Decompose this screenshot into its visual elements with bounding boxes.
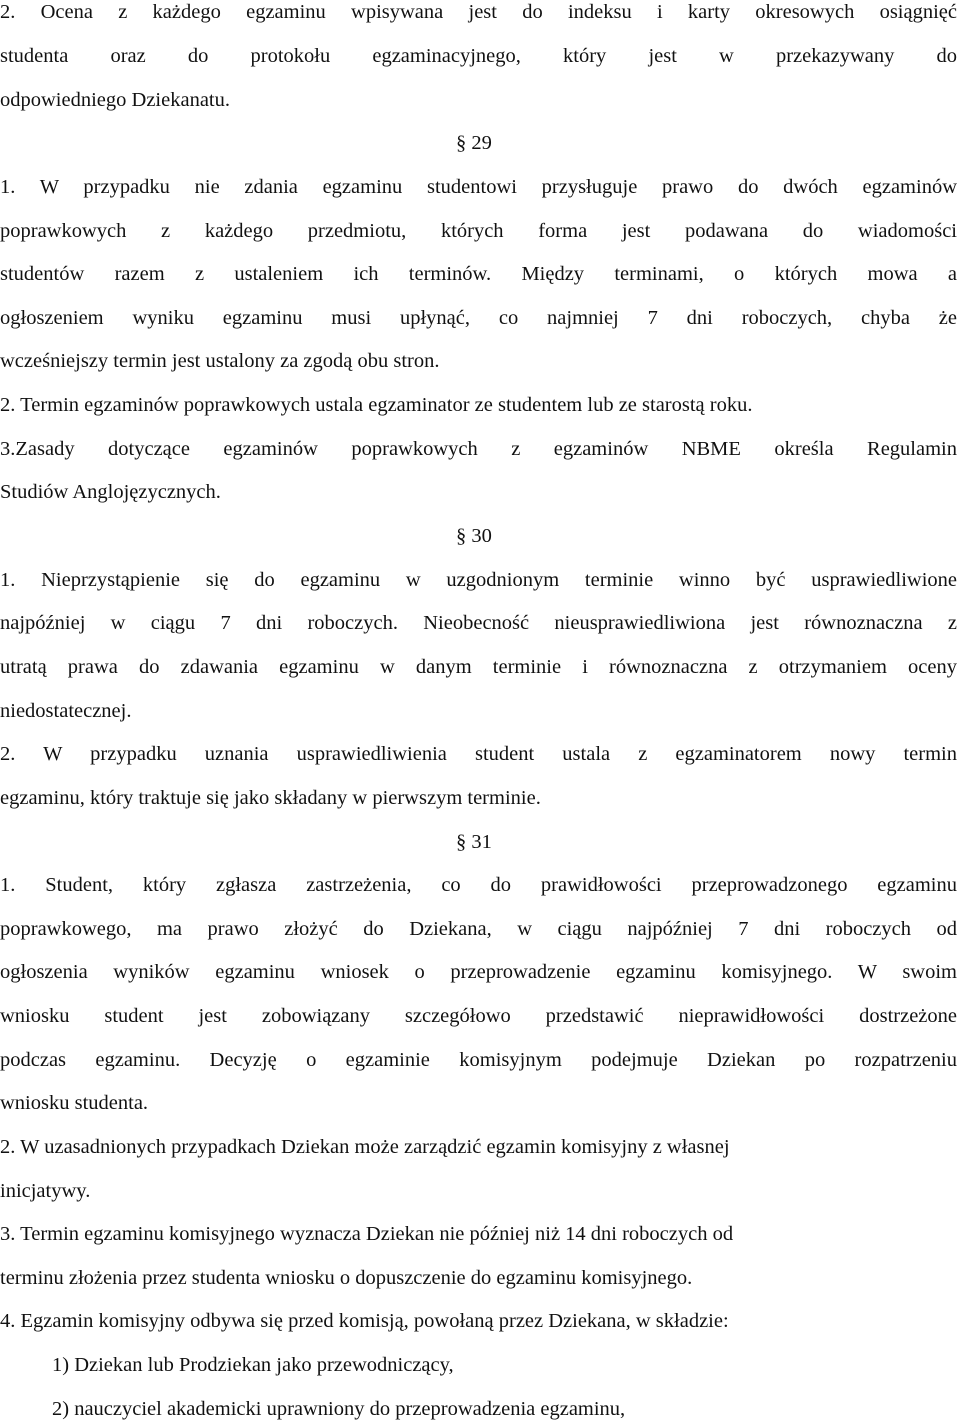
section-heading-31: § 31 (456, 831, 492, 853)
paragraph-line: Studiów Anglojęzycznych. (0, 481, 221, 503)
paragraph-line: 2. W przypadku uznania usprawiedliwienia student ustala z egzaminatorem nowy termin (0, 743, 957, 765)
paragraph-line: ogłoszenia wyników egzaminu wniosek o przeprowadzenie egzaminu komisyjnego. W swoim (0, 961, 957, 983)
paragraph-line: utratą prawa do zdawania egzaminu w danym terminie i równoznaczna z otrzymaniem oceny (0, 656, 957, 678)
paragraph-line: 2. Termin egzaminów poprawkowych ustala egzaminator ze studentem lub ze starostą roku. (0, 394, 753, 416)
section-heading-29: § 29 (456, 132, 492, 154)
paragraph-line: poprawkowego, ma prawo złożyć do Dziekana, w ciągu najpóźniej 7 dni roboczych od (0, 918, 957, 940)
paragraph-line: 3.Zasady dotyczące egzaminów poprawkowych z egzaminów NBME określa Regulamin (0, 438, 957, 460)
paragraph-line: niedostatecznej. (0, 700, 132, 722)
paragraph-line: ogłoszeniem wyniku egzaminu musi upłynąć, co najmniej 7 dni roboczych, chyba że (0, 307, 957, 329)
list-item-composition-2: 2) nauczyciel akademicki uprawniony do przeprowadzenia egzaminu, (52, 1398, 626, 1420)
paragraph-line: 1. Student, który zgłasza zastrzeżenia, co do prawidłowości przeprowadzonego egzaminu (0, 874, 957, 896)
paragraph-line: 1. W przypadku nie zdania egzaminu studentowi przysługuje prawo do dwóch egzaminów (0, 176, 957, 198)
paragraph-line: 3. Termin egzaminu komisyjnego wyznacza Dziekan nie później niż 14 dni roboczych od (0, 1223, 734, 1245)
paragraph-line: najpóźniej w ciągu 7 dni roboczych. Nieobecność nieusprawiedliwiona jest równoznaczna z (0, 612, 957, 634)
paragraph-line: studentów razem z ustaleniem ich terminów. Między terminami, o których mowa a (0, 263, 957, 285)
paragraph-line: odpowiedniego Dziekanatu. (0, 89, 230, 111)
paragraph-line: 1. Nieprzystąpienie się do egzaminu w uzgodnionym terminie winno być usprawiedliwione (0, 569, 957, 591)
paragraph-line: podczas egzaminu. Decyzję o egzaminie komisyjnym podejmuje Dziekan po rozpatrzeniu (0, 1049, 957, 1071)
paragraph-line: egzaminu, który traktuje się jako składany w pierwszym terminie. (0, 787, 541, 809)
paragraph-line: 4. Egzamin komisyjny odbywa się przed komisją, powołaną przez Dziekana, w składzie: (0, 1310, 729, 1332)
section-heading-30: § 30 (456, 525, 492, 547)
paragraph-line: 2. Ocena z każdego egzaminu wpisywana jest do indeksu i karty okresowych osiągnięć (0, 1, 957, 23)
paragraph-line: wcześniejszy termin jest ustalony za zgodą obu stron. (0, 350, 440, 372)
paragraph-line: inicjatywy. (0, 1180, 91, 1202)
paragraph-line: terminu złożenia przez studenta wniosku o dopuszczenie do egzaminu komisyjnego. (0, 1267, 693, 1289)
paragraph-line: studenta oraz do protokołu egzaminacyjnego, który jest w przekazywany do (0, 45, 957, 67)
paragraph-line: poprawkowych z każdego przedmiotu, których forma jest podawana do wiadomości (0, 220, 957, 242)
paragraph-line: wniosku student jest zobowiązany szczegółowo przedstawić nieprawidłowości dostrzeżone (0, 1005, 957, 1027)
paragraph-line: 2. W uzasadnionych przypadkach Dziekan może zarządzić egzamin komisyjny z własnej (0, 1136, 730, 1158)
list-item-composition-1: 1) Dziekan lub Prodziekan jako przewodniczący, (52, 1354, 454, 1376)
paragraph-line: wniosku studenta. (0, 1092, 149, 1114)
